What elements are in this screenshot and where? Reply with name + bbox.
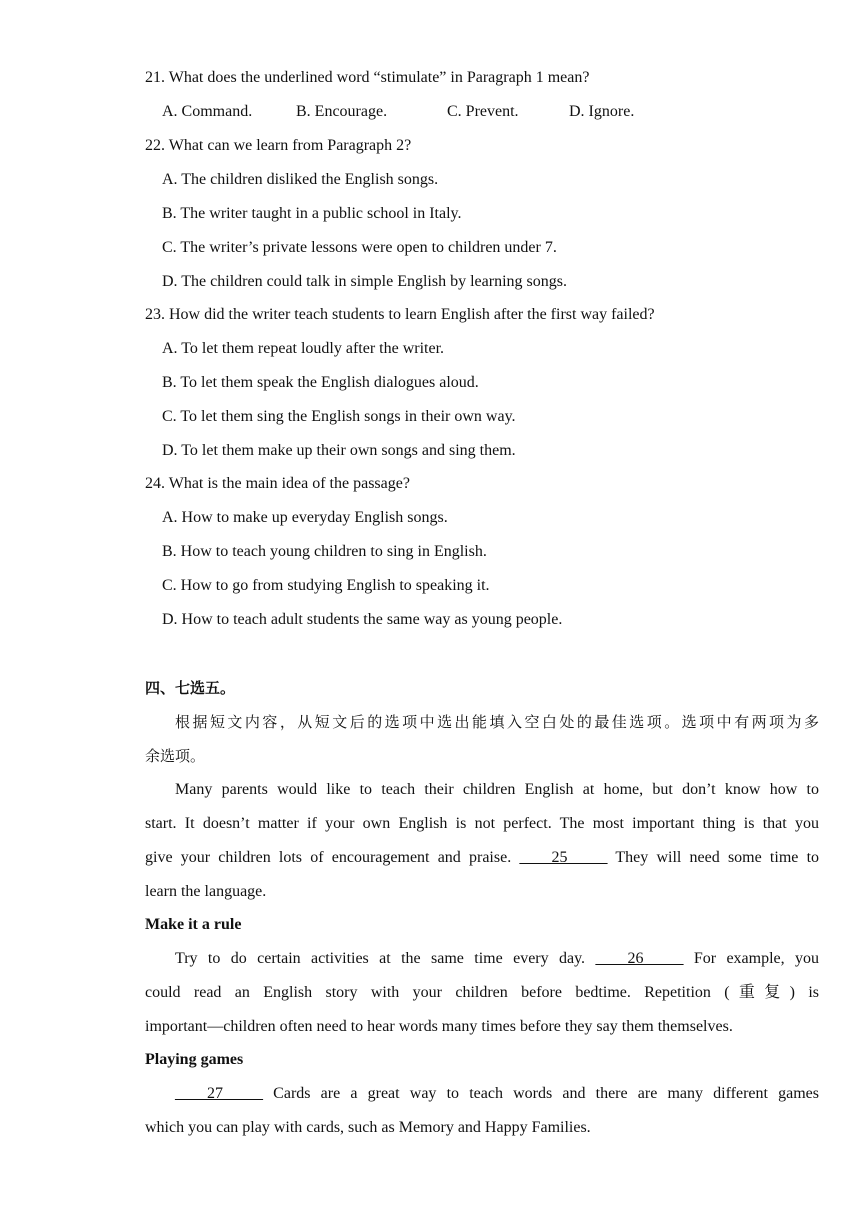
passage-text: For example, you bbox=[693, 950, 820, 967]
passage-text: Cards are a great way to teach words and there are many different games bbox=[273, 1085, 820, 1102]
option-23-b: B. To let them speak the English dialogues aloud. bbox=[162, 374, 479, 391]
question-24-stem: 24. What is the main idea of the passage? bbox=[145, 475, 410, 492]
subheading-make-it-a-rule: Make it a rule bbox=[145, 916, 242, 933]
option-24-c: C. How to go from studying English to speaking it. bbox=[162, 577, 490, 594]
passage-line-with-blank-27 bbox=[175, 1084, 819, 1104]
option-23-c: C. To let them sing the English songs in their own way. bbox=[162, 408, 516, 425]
passage-line: which you can play with cards, such as Memory and Happy Families. bbox=[145, 1119, 591, 1136]
passage-line: learn the language. bbox=[145, 883, 267, 900]
question-21-stem: 21. What does the underlined word “stimulate” in Paragraph 1 mean? bbox=[145, 69, 590, 86]
option-21-b: B. Encourage. bbox=[296, 103, 388, 120]
option-24-d: D. How to teach adult students the same way as young people. bbox=[162, 611, 563, 628]
passage-line: important—children often need to hear words many times before they say them themselves. bbox=[145, 1018, 733, 1035]
option-24-a: A. How to make up everyday English songs. bbox=[162, 509, 448, 526]
blank-27[interactable]: ____27_____ bbox=[175, 1085, 263, 1102]
option-23-d: D. To let them make up their own songs and sing them. bbox=[162, 442, 516, 459]
section-heading: 四、七选五。 bbox=[145, 679, 236, 697]
question-23-stem: 23. How did the writer teach students to learn English after the first way failed? bbox=[145, 306, 655, 323]
passage-line-with-blank-26 bbox=[175, 949, 819, 969]
option-22-c: C. The writer’s private lessons were open to children under 7. bbox=[162, 239, 557, 256]
passage-line: Many parents would like to teach their children English at home, but don’t know how to bbox=[175, 781, 819, 798]
passage-line-with-blank-25 bbox=[145, 848, 819, 868]
option-21-a: A. Command. bbox=[162, 103, 253, 120]
option-21-d: D. Ignore. bbox=[569, 103, 635, 120]
passage-text: They will need some time to bbox=[615, 849, 820, 866]
option-22-a: A. The children disliked the English songs. bbox=[162, 171, 439, 188]
option-22-b: B. The writer taught in a public school in Italy. bbox=[162, 205, 462, 222]
option-22-d: D. The children could talk in simple English by learning songs. bbox=[162, 273, 567, 290]
option-23-a: A. To let them repeat loudly after the writer. bbox=[162, 340, 445, 357]
blank-25[interactable]: ____25_____ bbox=[519, 849, 608, 866]
blank-26[interactable]: ____26_____ bbox=[595, 950, 684, 967]
question-21-options bbox=[162, 102, 634, 122]
passage-line: start. It doesn’t matter if your own English is not perfect. The most important thing is that you bbox=[145, 815, 819, 832]
passage-line: could read an English story with your children before bedtime. Repetition (重复) is bbox=[145, 984, 819, 1001]
option-21-c: C. Prevent. bbox=[447, 103, 519, 120]
question-22-stem: 22. What can we learn from Paragraph 2? bbox=[145, 137, 412, 154]
section-instruction-line-2: 余选项。 bbox=[145, 747, 206, 765]
subheading-playing-games: Playing games bbox=[145, 1051, 244, 1068]
section-instruction-line-1: 根据短文内容，从短文后的选项中选出能填入空白处的最佳选项。选项中有两项为多 bbox=[175, 713, 819, 731]
option-24-b: B. How to teach young children to sing in English. bbox=[162, 543, 487, 560]
passage-text: Try to do certain activities at the same time every day. bbox=[175, 950, 586, 967]
passage-text: give your children lots of encouragement and praise. bbox=[145, 849, 512, 866]
